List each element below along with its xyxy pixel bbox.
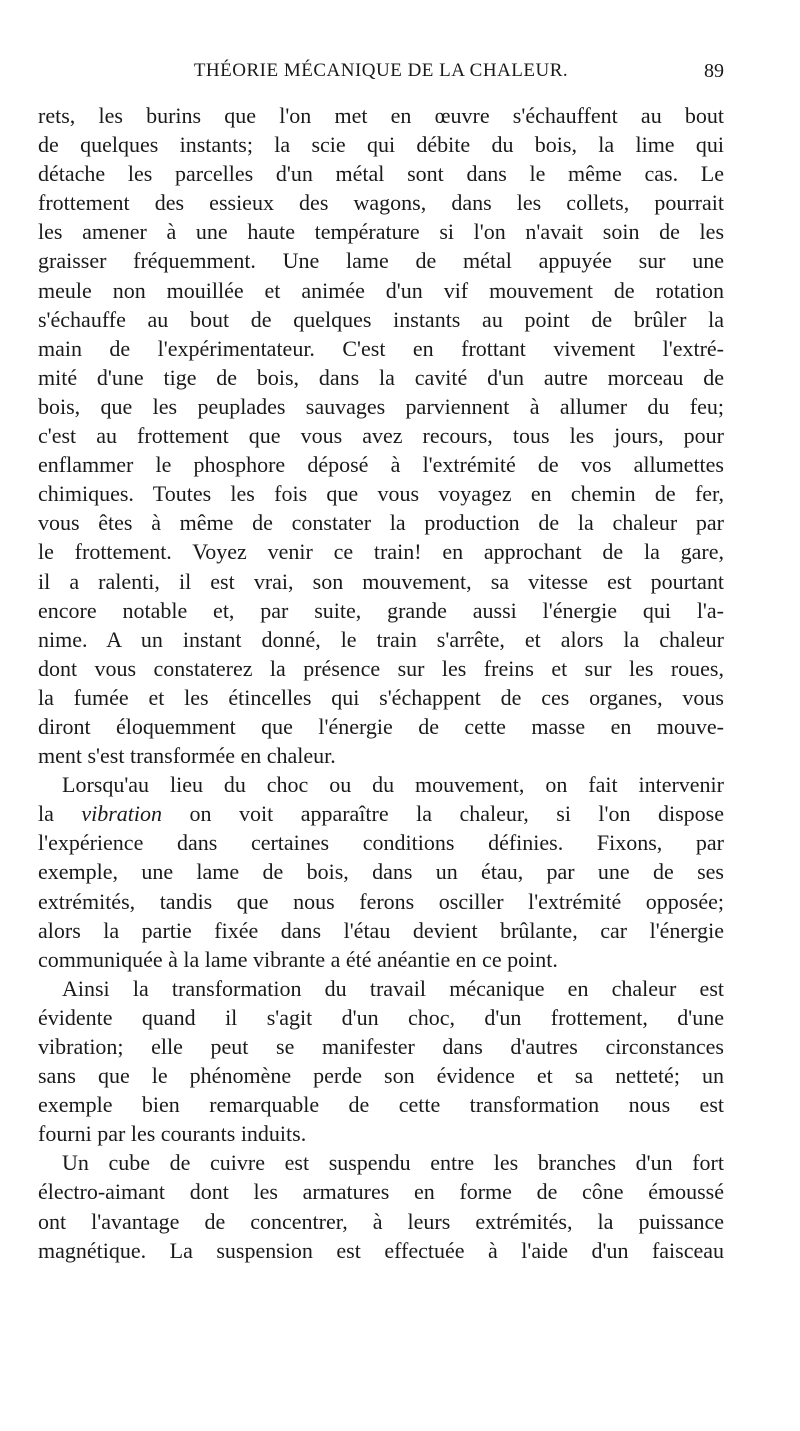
text-line: alors la partie fixée dans l'étau devient brûlante, car l'énergie: [38, 917, 724, 943]
text-line: vibration; elle peut se manifester dans d'autres circonstances: [38, 1034, 724, 1059]
text-line: meule non mouillée et animée d'un vif mouvement de rotation: [38, 277, 724, 303]
text-line: Ainsi la transformation du travail mécanique en chaleur est: [62, 975, 724, 1001]
text-line: enflammer le phosphore déposé à l'extrémité de vos allumettes: [38, 452, 724, 478]
text-line: nime. A un instant donné, le train s'arrête, et alors la chaleur: [38, 626, 724, 652]
page-number: 89: [704, 60, 724, 82]
body-text: [38, 101, 724, 1265]
text-line: graisser fréquemment. Une lame de métal appuyée sur une: [38, 248, 724, 274]
text-line: sans que le phénomène perde son évidence et sa netteté; un: [38, 1063, 724, 1089]
text-line: communiquée à la lame vibrante a été anéantie en ce point.: [38, 946, 558, 972]
text-line: la fumée et les étincelles qui s'échappent de ces organes, vous: [38, 684, 724, 710]
italic-term: vibration: [81, 801, 163, 827]
text-line: diront éloquemment que l'énergie de cette masse en mouve-: [38, 713, 724, 739]
running-title: THÉORIE MÉCANIQUE DE LA CHALEUR.: [193, 60, 569, 81]
text-line: s'échauffe au bout de quelques instants au point de brûler la: [38, 306, 724, 332]
text-line: mité d'une tige de bois, dans la cavité d'un autre morceau de: [38, 364, 724, 390]
text-line: l'expérience dans certaines conditions définies. Fixons, par: [38, 830, 724, 856]
text-line: bois, que les peuplades sauvages parviennent à allumer du feu;: [38, 393, 724, 419]
text-line: Lorsqu'au lieu du choc ou du mouvement, on fait intervenir: [62, 772, 724, 798]
text-line: main de l'expérimentateur. C'est en frottant vivement l'extré-: [38, 335, 724, 361]
text-line: ont l'avantage de concentrer, à leurs extrémités, la puissance: [38, 1208, 724, 1234]
text-line: exemple, une lame de bois, dans un étau, par une de ses: [38, 859, 724, 885]
running-head: [38, 60, 724, 88]
text-line: [38, 799, 724, 828]
text-segment: on voit apparaître la chaleur, si l'on dispose: [162, 801, 724, 827]
text-line: électro-aimant dont les armatures en forme de cône émoussé: [38, 1179, 724, 1205]
text-line: de quelques instants; la scie qui débite du bois, la lime qui: [38, 132, 724, 158]
text-line: dont vous constaterez la présence sur les freins et sur les roues,: [38, 655, 724, 681]
text-line: c'est au frottement que vous avez recours, tous les jours, pour: [38, 423, 724, 449]
text-line: rets, les burins que l'on met en œuvre s'échauffent au bout: [38, 103, 724, 128]
text-line: Un cube de cuivre est suspendu entre les branches d'un fort: [62, 1150, 724, 1176]
text-line: encore notable et, par suite, grande aussi l'énergie qui l'a-: [38, 597, 724, 623]
text-line: chimiques. Toutes les fois que vous voyagez en chemin de fer,: [38, 481, 724, 507]
text-line: ment s'est transformée en chaleur.: [38, 743, 336, 769]
text-line: fourni par les courants induits.: [38, 1121, 307, 1147]
text-line: évidente quand il s'agit d'un choc, d'un frottement, d'une: [38, 1004, 724, 1030]
text-line: vous êtes à même de constater la production de la chaleur par: [38, 510, 724, 536]
text-line: frottement des essieux des wagons, dans les collets, pourrait: [38, 190, 724, 216]
text-segment: la: [38, 801, 82, 827]
text-line: le frottement. Voyez venir ce train! en approchant de la gare,: [38, 539, 724, 565]
text-line: les amener à une haute température si l'on n'avait soin de les: [38, 219, 724, 245]
text-line: il a ralenti, il est vrai, son mouvement, sa vitesse est pourtant: [38, 568, 724, 594]
text-line: détache les parcelles d'un métal sont dans le même cas. Le: [38, 161, 724, 187]
text-line: magnétique. La suspension est effectuée à l'aide d'un faisceau: [38, 1237, 724, 1263]
text-line: extrémités, tandis que nous ferons osciller l'extrémité opposée;: [38, 888, 724, 914]
text-line: exemple bien remarquable de cette transformation nous est: [38, 1092, 724, 1118]
